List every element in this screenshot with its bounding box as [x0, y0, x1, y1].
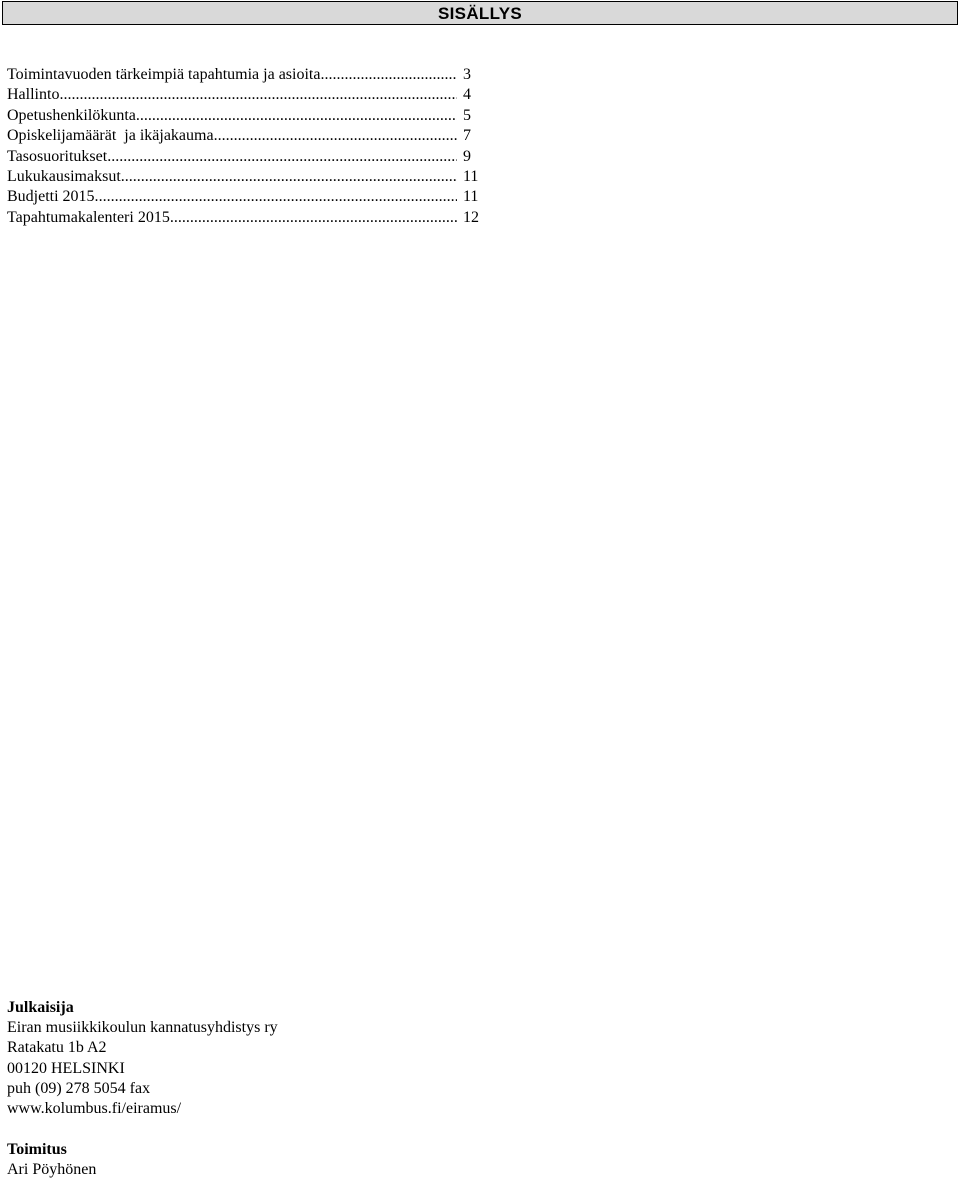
toc-entry[interactable] [7, 147, 485, 167]
publisher-website-link[interactable]: www.kolumbus.fi/eiramus/ [7, 1100, 182, 1118]
toc-entry-label: Lukukausimaksut. [7, 167, 125, 185]
editorial-block [7, 1140, 607, 1180]
toc-leader-dots [174, 208, 457, 228]
toc-entry[interactable] [7, 167, 485, 187]
page-title: SISÄLLYS [2, 1, 958, 25]
toc-entry-page: 5 [463, 106, 471, 124]
editor-name: Ari Pöyhönen [7, 1161, 97, 1179]
toc-leader-dots [99, 187, 457, 207]
toc-entry-page: 4 [463, 86, 471, 104]
toc-entry[interactable] [7, 106, 485, 126]
table-of-contents [7, 65, 485, 228]
toc-entry-page: 7 [463, 127, 471, 145]
toc-entry-page: 12 [463, 208, 479, 226]
publisher-block [7, 998, 607, 1119]
toc-entry-page: 3 [463, 66, 471, 83]
toc-leader-dots [63, 85, 457, 105]
toc-entry[interactable] [7, 85, 485, 105]
toc-entry-label: Opetushenkilökunta. [7, 106, 140, 124]
toc-entry-page: 11 [463, 167, 479, 185]
toc-entry[interactable] [7, 126, 485, 146]
toc-entry-label: Hallinto. [7, 86, 64, 104]
publisher-organization: Eiran musiikkikoulun kannatusyhdistys ry [7, 1019, 278, 1037]
toc-leader-dots [111, 147, 457, 167]
toc-entry-page: 9 [463, 147, 471, 165]
toc-entry-page: 11 [463, 188, 479, 206]
publisher-phone: puh (09) 278 5054 fax [7, 1079, 151, 1097]
editorial-heading: Toimitus [7, 1141, 67, 1158]
toc-leader-dots [218, 126, 457, 146]
toc-entry-label: Tasosuoritukset. [7, 147, 112, 165]
toc-entry[interactable] [7, 208, 485, 228]
toc-leader-dots [140, 106, 457, 126]
toc-entry-label: Budjetti 2015. [7, 188, 99, 206]
toc-leader-dots [125, 167, 457, 187]
publisher-heading: Julkaisija [7, 999, 74, 1016]
publisher-street-address: Ratakatu 1b A2 [7, 1039, 107, 1057]
toc-entry-label: Tapahtumakalenteri 2015. [7, 208, 174, 226]
toc-entry-label: Opiskelijamäärät ja ikäjakauma. [7, 127, 218, 145]
toc-entry-label: Toimintavuoden tärkeimpiä tapahtumia ja asioita [7, 66, 321, 83]
toc-leader-dots [320, 65, 457, 85]
toc-entry[interactable] [7, 65, 485, 85]
toc-entry[interactable] [7, 187, 485, 207]
publisher-postal-address: 00120 HELSINKI [7, 1059, 125, 1077]
